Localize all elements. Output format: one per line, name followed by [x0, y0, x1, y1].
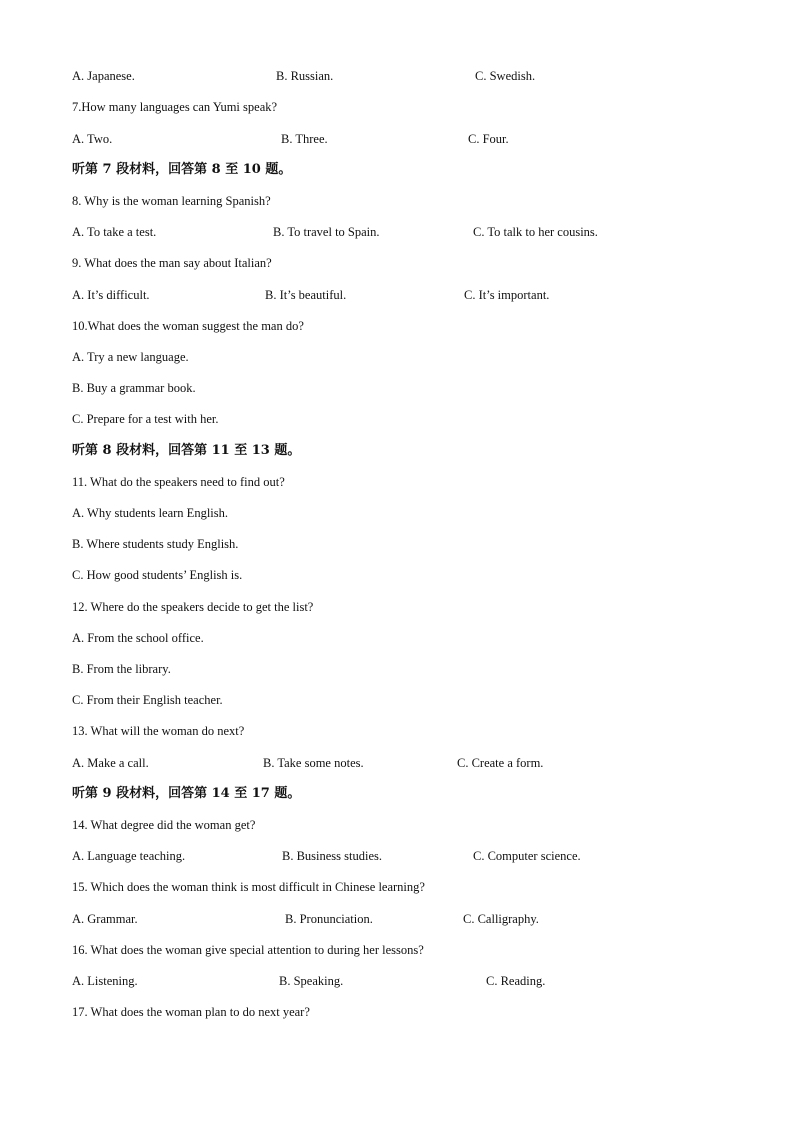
- option-b: B. Business studies.: [282, 849, 383, 863]
- question-7: 7.How many languages can Yumi speak?: [72, 100, 278, 114]
- question-9: 9. What does the man say about Italian?: [72, 256, 272, 270]
- q10-option-a: A. Try a new language.: [72, 350, 189, 364]
- option-c: C. Reading.: [486, 974, 546, 988]
- option-b: B. Russian.: [276, 69, 334, 83]
- question-14: 14. What degree did the woman get?: [72, 818, 256, 832]
- option-b: B. Take some notes.: [263, 756, 364, 770]
- q12-option-b: B. From the library.: [72, 662, 171, 676]
- section-heading-7: 听第 7 段材料，回答第 8 至 10 题。: [72, 162, 292, 177]
- q12-option-a: A. From the school office.: [72, 631, 204, 645]
- option-b: B. Three.: [281, 132, 328, 146]
- option-c: C. Four.: [468, 132, 509, 146]
- q11-option-c: C. How good students’ English is.: [72, 568, 243, 582]
- section-heading-9: 听第 9 段材料，回答第 14 至 17 题。: [72, 786, 301, 801]
- option-a: A. It’s difficult.: [72, 288, 150, 302]
- option-a: A. Grammar.: [72, 912, 138, 926]
- option-c: C. To talk to her cousins.: [473, 225, 598, 239]
- option-a: A. Listening.: [72, 974, 138, 988]
- section-heading-8: 听第 8 段材料，回答第 11 至 13 题。: [72, 443, 301, 458]
- option-c: C. Calligraphy.: [463, 912, 539, 926]
- question-12: 12. Where do the speakers decide to get the list?: [72, 600, 314, 614]
- question-8: 8. Why is the woman learning Spanish?: [72, 194, 271, 208]
- question-15: 15. Which does the woman think is most difficult in Chinese learning?: [72, 880, 425, 894]
- question-11: 11. What do the speakers need to find out?: [72, 475, 285, 489]
- option-c: C. It’s important.: [464, 288, 550, 302]
- option-a: A. To take a test.: [72, 225, 157, 239]
- option-b: B. Speaking.: [279, 974, 344, 988]
- question-13: 13. What will the woman do next?: [72, 724, 245, 738]
- option-a: A. Japanese.: [72, 69, 135, 83]
- option-b: B. It’s beautiful.: [265, 288, 347, 302]
- option-b: B. Pronunciation.: [285, 912, 373, 926]
- option-c: C. Swedish.: [475, 69, 536, 83]
- question-10: 10.What does the woman suggest the man do?: [72, 319, 304, 333]
- q10-option-b: B. Buy a grammar book.: [72, 381, 196, 395]
- q12-option-c: C. From their English teacher.: [72, 693, 223, 707]
- q11-option-a: A. Why students learn English.: [72, 506, 228, 520]
- option-a: A. Two.: [72, 132, 113, 146]
- q10-option-c: C. Prepare for a test with her.: [72, 412, 219, 426]
- question-16: 16. What does the woman give special attention to during her lessons?: [72, 943, 424, 957]
- option-a: A. Make a call.: [72, 756, 149, 770]
- q11-option-b: B. Where students study English.: [72, 537, 239, 551]
- question-17: 17. What does the woman plan to do next year?: [72, 1005, 310, 1019]
- option-c: C. Create a form.: [457, 756, 544, 770]
- option-a: A. Language teaching.: [72, 849, 186, 863]
- option-c: C. Computer science.: [473, 849, 581, 863]
- option-b: B. To travel to Spain.: [273, 225, 380, 239]
